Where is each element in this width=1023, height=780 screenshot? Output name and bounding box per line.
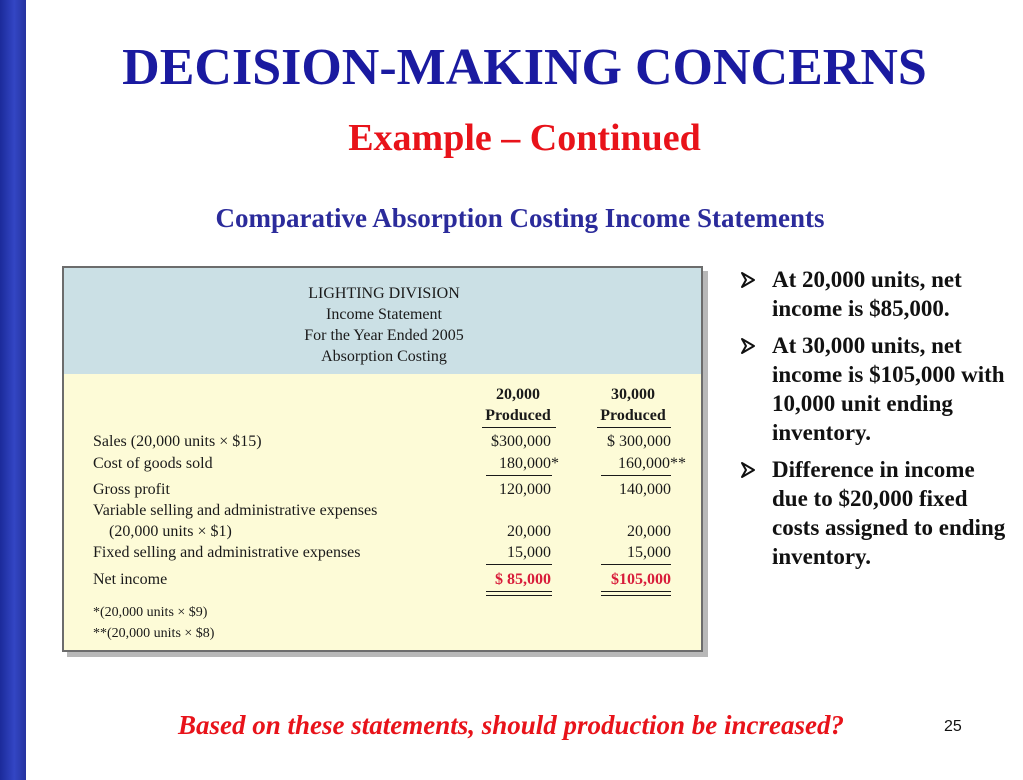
bullet-item [736, 455, 1006, 571]
statement-period: For the Year Ended 2005 [304, 327, 464, 344]
net-col2-double-underline-bottom [601, 595, 671, 596]
cogs-col2-underline [601, 475, 671, 476]
row-net-income-col1: $ 85,000 [495, 571, 551, 588]
cogs-col1-underline [486, 475, 552, 476]
page-number: 25 [944, 718, 962, 735]
bullet-item [736, 265, 1006, 323]
net-col1-double-underline-top [486, 591, 552, 592]
row-sales-col1: $300,000 [491, 433, 551, 450]
column-1-produced: Produced [485, 407, 551, 424]
statement-method: Absorption Costing [321, 348, 447, 365]
statement-company: LIGHTING DIVISION [308, 285, 460, 302]
footnote-1: *(20,000 units × $9) [93, 605, 208, 620]
column-1-units: 20,000 [496, 386, 540, 403]
column-2-produced: Produced [600, 407, 666, 424]
row-net-income-label: Net income [93, 571, 168, 588]
bullet-text: Difference in income due to $20,000 fixed costs assigned to ending inventory. [772, 457, 1006, 569]
statement-header [64, 268, 701, 374]
left-accent-bar [0, 0, 26, 780]
section-heading: Comparative Absorption Costing Income Statements [215, 203, 825, 233]
arrow-bullet-icon [736, 331, 762, 360]
row-sales-col2: $ 300,000 [607, 433, 671, 450]
row-variable-col1: 20,000 [507, 523, 551, 540]
row-cogs-col2: 160,000** [618, 455, 686, 472]
row-gross-col1: 120,000 [499, 481, 551, 498]
row-fixed-label: Fixed selling and administrative expenses [93, 544, 361, 561]
row-fixed-col2: 15,000 [627, 544, 671, 561]
bullet-item [736, 331, 1006, 447]
arrow-bullet-icon [736, 265, 762, 294]
column-2-head-underline [597, 427, 671, 428]
footnote-2: **(20,000 units × $8) [93, 626, 215, 641]
slide-title: DECISION-MAKING CONCERNS [122, 39, 927, 96]
column-2-units: 30,000 [611, 386, 655, 403]
row-variable-detail: (20,000 units × $1) [109, 523, 232, 540]
row-variable-label: Variable selling and administrative expenses [93, 502, 378, 519]
row-variable-col2: 20,000 [627, 523, 671, 540]
row-cogs-label: Cost of goods sold [93, 455, 213, 472]
row-net-income-col2: $105,000 [611, 571, 671, 588]
key-points-list [736, 265, 1006, 579]
column-1-head-underline [482, 427, 556, 428]
bullet-text: At 20,000 units, net income is $85,000. [772, 267, 962, 321]
net-col2-double-underline-top [601, 591, 671, 592]
row-gross-col2: 140,000 [619, 481, 671, 498]
slide-subtitle: Example – Continued [348, 117, 701, 159]
net-col1-double-underline-bottom [486, 595, 552, 596]
income-statement-panel [62, 266, 703, 652]
arrow-bullet-icon [736, 455, 762, 484]
bullet-text: At 30,000 units, net income is $105,000 with 10,000 unit ending inventory. [772, 333, 1005, 445]
fixed-col2-underline [601, 564, 671, 565]
row-fixed-col1: 15,000 [507, 544, 551, 561]
row-sales-label: Sales (20,000 units × $15) [93, 433, 262, 450]
discussion-question: Based on these statements, should production be increased? [177, 710, 845, 740]
row-gross-label: Gross profit [93, 481, 170, 498]
row-cogs-col1: 180,000* [499, 455, 559, 472]
statement-type: Income Statement [326, 306, 442, 323]
fixed-col1-underline [486, 564, 552, 565]
